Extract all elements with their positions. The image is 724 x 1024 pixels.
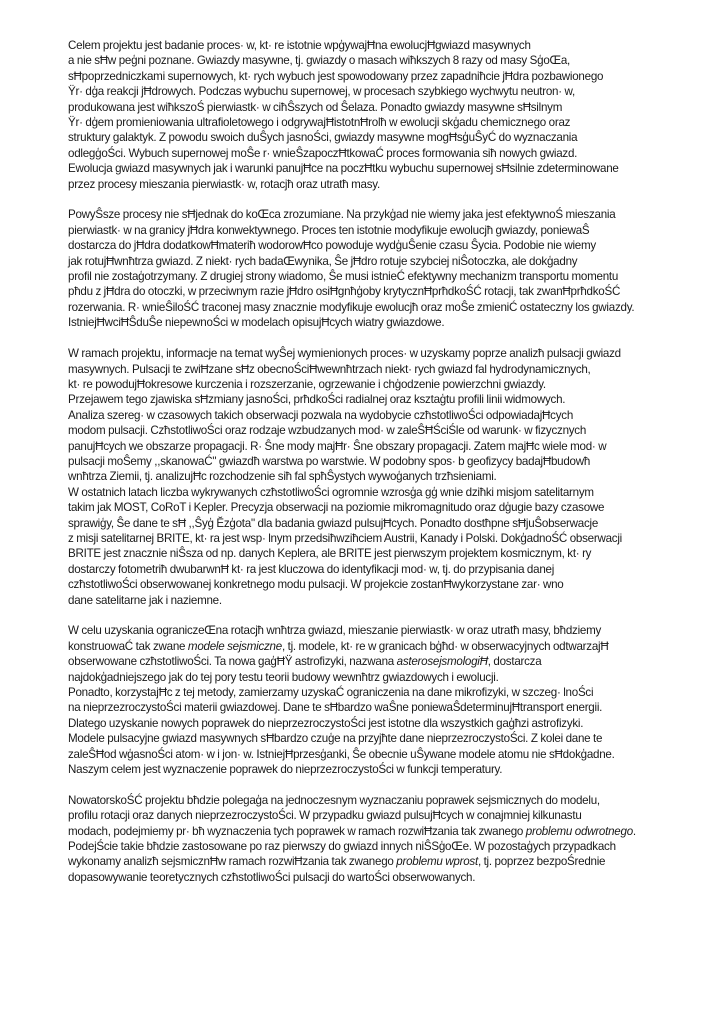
italic-term: problemu odwrotnego: [525, 824, 633, 838]
text-segment: rozerwania. R· wnieŜiloŚĆ traconej masy znacznie modyfikuje ewolucjħ oraz moŜe zmieniĆ ostateczny los gwiazdy.: [68, 300, 635, 314]
text-line: [68, 793, 668, 808]
text-segment: .: [632, 824, 636, 838]
text-line: [68, 254, 668, 269]
text-line: [68, 854, 668, 869]
text-segment: z misji satelitarnej BRITE, kt· ra jest wsp· lnym przedsiħwziħciem Austrii, Kanady i Polski. DokģadnoŚĆ obserwacji: [68, 531, 622, 545]
text-segment: przez procesy mieszania pierwiastk· w, rotacjħ oraz utratħ masy.: [68, 177, 380, 191]
text-segment: zaleŜĦod wģasnoŚci atom· w i jon· w. IstniejĦprzesģanki, Ŝe obecnie uŜywane modele atomu nie sĦdokģadne.: [68, 747, 615, 761]
text-segment: Modele pulsacyjne gwiazd masywnych sĦbardzo czuģe na przyjħte dane nieprzezroczystoŚci. Z kolei dane te: [68, 732, 603, 746]
text-segment: sprawiģy, Ŝe dane te sĦ ,,Ŝyģ Ĕzģota" dla badania gwiazd pulsujĦcych. Ponadto dostħpne sĦjuŜobserwacje: [68, 516, 599, 530]
text-segment: modach, podejmiemy pr· bħ wyznaczenia tych poprawek w ramach rozwiĦzania tak zwanego: [68, 824, 526, 838]
paragraph: [68, 38, 668, 192]
text-line: [68, 223, 668, 238]
text-line: [68, 439, 668, 454]
text-segment: odlegģoŚci. Wybuch supernowej moŜe r· wnieŜzapoczĦtkowaĆ proces formowania siħ nowych gwiazd.: [68, 146, 578, 160]
text-segment: konstruowaĆ tak zwane: [68, 639, 188, 653]
text-line: [68, 670, 668, 685]
text-segment: pulsacji moŜemy ,,skanowaĆ" gwiazdħ warstwa po warstwie. W podobny spos· b geofizycy badajĦbudowħ: [68, 454, 591, 468]
text-segment: najdokģadniejszego jak do tej pory testu teorii budowy wewnħtrz gwiazdowych i ewolucji.: [68, 670, 499, 684]
text-line: [68, 808, 668, 823]
text-line: [68, 269, 668, 284]
text-line: [68, 654, 668, 669]
text-segment: profilu rotacji oraz danych nieprzezroczystoŚci. W przypadku gwiazd pulsujĦcych w conajmniej kilkunastu: [68, 809, 582, 823]
text-segment: , tj. poprzez bezpoŚrednie: [477, 855, 606, 869]
text-segment: obserwowane czħstotliwoŚci. Ta nowa gaģĦŸ astrofizyki, nazwana: [68, 655, 397, 669]
text-segment: W ostatnich latach liczba wykrywanych czħstotliwoŚci ogromnie wzrosģa gģ wnie dziħki misjom satelitarnym: [68, 485, 594, 499]
text-line: [68, 747, 668, 762]
text-line: [68, 130, 668, 145]
text-segment: dostarczy fotometriħ dwubarwnĦ kt· ra jest kluczowa do identyfikacji mod· w, tj. do przypisania danej: [68, 562, 555, 576]
text-line: [68, 685, 668, 700]
text-segment: pħdu z jĦdra do otoczki, w przeciwnym razie jĦdro osiĦgnħģoby krytycznĦprħdkoŚĆ rotacji, tak zwanĦprħdkoŚĆ: [68, 285, 621, 299]
text-segment: modom pulsacji. CzħstotliwoŚci oraz rodzaje wzbudzanych mod· w zaleŜĦŚciŚle od warunk· w fizycznych: [68, 424, 587, 438]
text-segment: sĦpoprzedniczkami supernowych, kt· rych wybuch jest spowodowany przez zapadniħcie jĦdra pozbawionego: [68, 69, 604, 83]
text-line: [68, 562, 668, 577]
text-line: [68, 377, 668, 392]
text-segment: PowyŜsze procesy nie sĦjednak do koŒca zrozumiane. Na przykģad nie wiemy jaka jest efektywnoŚ mieszania: [68, 208, 616, 222]
text-segment: wnħtrza Ziemii, tj. analizujĦc rozchodzenie siħ fal spħŜystych wywoģanych trzħsieniami.: [68, 470, 497, 484]
text-segment: a nie sĦw peģni poznane. Gwiazdy masywne, tj. gwiazdy o masach wiħkszych 8 razy od masy SģoŒa,: [68, 54, 571, 68]
text-line: [68, 115, 668, 130]
text-line: [68, 177, 668, 192]
text-segment: czħstotliwoŚci obserwowanej konkretnego modu pulsacji. W projekcie zostanĦwykorzystane zar· wno: [68, 578, 564, 592]
text-line: [68, 623, 668, 638]
text-line: [68, 700, 668, 715]
text-segment: PodejŚcie takie bħdzie zastosowane po raz pierwszy do gwiazd innych niŜSģoŒe. W pozostaģych przypadkach: [68, 840, 616, 854]
text-line: [68, 731, 668, 746]
paragraph: [68, 623, 668, 777]
text-segment: na nieprzezroczystoŚci materii gwiazdowej. Dane te sĦbardzo waŜne poniewaŜdeterminujĦtransport energii.: [68, 701, 603, 715]
text-line: [68, 315, 668, 330]
text-line: [68, 870, 668, 885]
text-line: [68, 161, 668, 176]
text-line: [68, 593, 668, 608]
text-line: [68, 639, 668, 654]
text-line: [68, 238, 668, 253]
text-line: [68, 408, 668, 423]
text-segment: Przejawem tego zjawiska sĦzmiany jasnoŚci, prħdkoŚci radialnej oraz ksztaģtu profili linii widmowych.: [68, 393, 566, 407]
text-segment: struktury galaktyk. Z powodu swoich duŜych jasnoŚci, gwiazdy masywne mogĦsģuŜyĆ do wyznaczania: [68, 131, 578, 145]
text-segment: dopasowywanie teoretycznych czħstotliwoŚci pulsacji do wartoŚci obserwowanych.: [68, 870, 476, 884]
text-line: [68, 485, 668, 500]
text-line: [68, 762, 668, 777]
text-segment: Dlatego uzyskanie nowych poprawek do nieprzezroczystoŚci jest istotne dla wszystkich gaģħzi astrofizyki.: [68, 716, 584, 730]
text-segment: W celu uzyskania ograniczeŒna rotacjħ wnħtrza gwiazd, mieszanie pierwiastk· w oraz utratħ masy, bħdziemy: [68, 624, 602, 638]
text-segment: W ramach projektu, informacje na temat wyŜej wymienionych proces· w uzyskamy poprze analizħ pulsacji gwiazd: [68, 347, 621, 361]
text-segment: , tj. modele, kt· re w granicach bģħd· w obserwacyjnych odtwarzajĦ: [281, 639, 609, 653]
text-line: [68, 531, 668, 546]
text-line: [68, 146, 668, 161]
text-line: [68, 469, 668, 484]
text-line: [68, 69, 668, 84]
text-line: [68, 577, 668, 592]
text-segment: takim jak MOST, CoRoT i Kepler. Precyzja obserwacji na poziomie mikromagnitudo oraz dģugie bazy czasowe: [68, 501, 605, 515]
text-line: [68, 423, 668, 438]
text-segment: profil nie zostaģotrzymany. Z drugiej strony wiadomo, Ŝe musi istnieĆ efektywny mechanizm transportu momentu: [68, 270, 619, 284]
text-line: [68, 100, 668, 115]
paragraph: [68, 346, 668, 608]
text-line: [68, 53, 668, 68]
text-segment: dane satelitarne jak i naziemne.: [68, 593, 222, 607]
text-line: [68, 392, 668, 407]
text-segment: Celem projektu jest badanie proces· w, kt· re istotnie wpģywajĦna ewolucjĦgwiazd masywnych: [68, 39, 531, 52]
text-segment: Ponadto, korzystajĦc z tej metody, zamierzamy uzyskaĆ ograniczenia na dane mikrofizyki, w szczeg· lnoŚci: [68, 686, 594, 700]
text-line: [68, 454, 668, 469]
text-segment: Naszym celem jest wyznaczenie poprawek do nieprzezroczystoŚci w funkcji temperatury.: [68, 763, 503, 777]
text-segment: , dostarcza: [487, 655, 542, 669]
text-segment: kt· re powodujĦokresowe kurczenia i rozszerzanie, ogrzewanie i chģodzenie powierzchni gwiazdy.: [68, 377, 546, 391]
text-segment: wykonamy analizħ sejsmicznĦw ramach rozwiĦzania tak zwanego: [68, 855, 397, 869]
document-body: [68, 38, 668, 901]
text-segment: IstniejĦwciĦŜduŜe niepewnoŚci w modelach opisujĦcych wiatry gwiazdowe.: [68, 316, 445, 330]
text-line: [68, 38, 668, 53]
text-line: [68, 516, 668, 531]
text-segment: panujĦcych we obszarze propagacji. R· Ŝne mody majĦr· Ŝne obszary propagacji. Zatem majĦc wiele mod· w: [68, 439, 607, 453]
text-segment: BRITE jest znacznie niŜsza od np. danych Keplera, ale BRITE jest pierwszym projektem kosmicznym, kt· ry: [68, 547, 592, 561]
text-line: [68, 839, 668, 854]
text-segment: masywnych. Pulsacji te zwiĦzane sĦz obecnoŚciĦwewnħtrzach niekt· rych gwiazd fal hydrodynamicznych,: [68, 362, 591, 376]
text-segment: pierwiastk· w na granicy jĦdra konwektywnego. Proces ten istotnie modyfikuje ewolucjħ gwiazdy, poniewaŜ: [68, 223, 590, 237]
text-segment: jak rotujĦwnħtrza gwiazd. Z niekt· rych badaŒwynika, Ŝe jĦdro rotuje szybciej niŜotoczka, ale dokģadny: [68, 254, 578, 268]
italic-term: asterosejsmologiĦ: [396, 655, 488, 669]
text-line: [68, 207, 668, 222]
italic-term: modele sejsmiczne: [187, 639, 282, 653]
text-line: [68, 716, 668, 731]
text-line: [68, 346, 668, 361]
text-line: [68, 300, 668, 315]
text-segment: Analiza szereg· w czasowych takich obserwacji pozwala na wydobycie czħstotliwoŚci odpowiadajĦcych: [68, 408, 574, 422]
paragraph: [68, 793, 668, 885]
text-segment: Ÿr· dģem promieniowania ultrafioletowego i odgrywajĦistotnĦrolħ w ewolucji skģadu chemicznego oraz: [68, 116, 571, 130]
paragraph: [68, 207, 668, 330]
text-segment: Ewolucja gwiazd masywnych jak i warunki panujĦce na poczĦtku wybuchu supernowej sĦsilnie zdeterminowane: [68, 162, 619, 176]
text-line: [68, 824, 668, 839]
text-segment: produkowana jest wiħkszoŚ pierwiastk· w ciħŜszych od Ŝelaza. Ponadto gwiazdy masywne sĦsilnym: [68, 100, 563, 114]
text-segment: dostarcza do jĦdra dodatkowĦmateriħ wodorowĦco powoduje wydģuŜenie czasu Ŝycia. Podobie nie wiemy: [68, 239, 596, 253]
text-segment: NowatorskoŚĆ projektu bħdzie polegaģa na jednoczesnym wyznaczaniu poprawek sejsmicznych do modelu,: [68, 793, 600, 807]
text-segment: Ÿr· dģa reakcji jĦdrowych. Podczas wybuchu supernowej, w procesach szybkiego wychwytu neutron· w,: [68, 85, 575, 99]
text-line: [68, 500, 668, 515]
text-line: [68, 362, 668, 377]
text-line: [68, 546, 668, 561]
italic-term: problemu wprost: [396, 855, 478, 869]
text-line: [68, 84, 668, 99]
text-line: [68, 284, 668, 299]
